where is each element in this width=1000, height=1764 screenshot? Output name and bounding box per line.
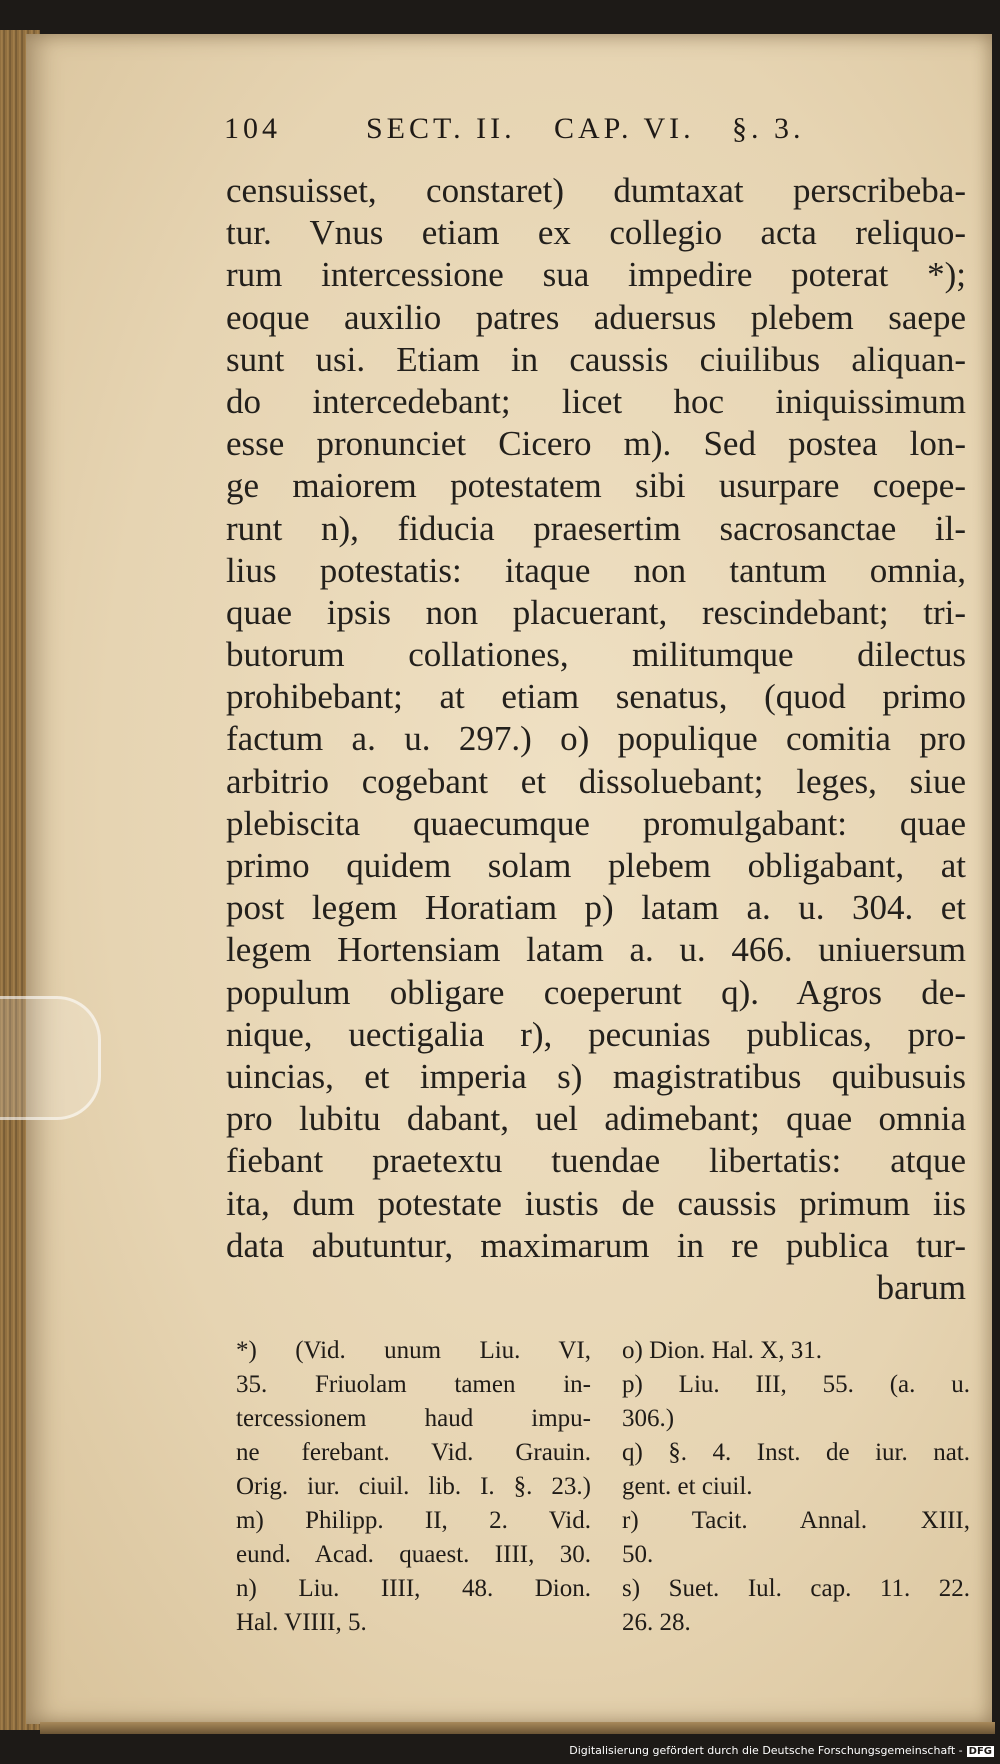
footnote-line: 50. <box>622 1541 654 1568</box>
running-header <box>224 112 964 152</box>
footnote-line: m) Philipp. II, 2. Vid. <box>236 1507 591 1534</box>
digitization-credit <box>569 1744 994 1757</box>
page-clip <box>0 996 101 1120</box>
footnotes-right-column <box>622 1334 970 1640</box>
text-line: lius potestatis: itaque non tantum omnia, <box>226 550 966 590</box>
footnote-line: tercessionem haud impu- <box>236 1405 591 1432</box>
text-line: factum a. u. 297.) o) populique comitia pro <box>226 719 966 759</box>
text-line: rum intercessione sua impedire poterat *); <box>226 255 966 295</box>
text-line: esse pronunciet Cicero m). Sed postea lon- <box>226 424 966 464</box>
catchword: barum <box>876 1267 966 1307</box>
main-text <box>226 170 966 1309</box>
text-line: arbitrio cogebant et dissoluebant; leges, siue <box>226 761 966 801</box>
footnote-line: 306.) <box>622 1405 675 1432</box>
text-line: eoque auxilio patres aduersus plebem saepe <box>226 297 966 337</box>
text-line: censuisset, constaret) dumtaxat perscribeba- <box>226 171 966 210</box>
text-line: uincias, et imperia s) magistratibus quibusuis <box>226 1056 966 1096</box>
text-line: post legem Horatiam p) latam a. u. 304. et <box>226 888 966 928</box>
footnote-line: o) Dion. Hal. X, 31. <box>622 1337 822 1364</box>
header-chapter: CAP. VI. <box>554 112 695 145</box>
text-line: ita, dum potestate iustis de caussis primum iis <box>226 1183 966 1223</box>
book-bottom-edge <box>40 1722 995 1734</box>
footnote-line: gent. et ciuil. <box>622 1473 753 1500</box>
text-line: primo quidem solam plebem obligabant, at <box>226 846 966 885</box>
footnote-line: eund. Acad. quaest. IIII, 30. <box>236 1541 591 1568</box>
header-paragraph: §. 3. <box>732 112 805 145</box>
footnote-line: *) (Vid. unum Liu. VI, <box>236 1337 591 1364</box>
footnote-line: 35. Friuolam tamen in- <box>236 1371 591 1398</box>
text-line: populum obligare coeperunt q). Agros de- <box>226 972 966 1012</box>
footnote-line: s) Suet. Iul. cap. 11. 22. <box>622 1575 970 1602</box>
text-line: fiebant praetextu tuendae libertatis: atque <box>226 1141 966 1181</box>
dfg-logo: DFG <box>968 1746 992 1757</box>
text-line: pro lubitu dabant, uel adimebant; quae omnia <box>226 1099 966 1139</box>
text-line: runt n), fiducia praesertim sacrosanctae il- <box>226 508 966 548</box>
footnote-line: ne ferebant. Vid. Grauin. <box>236 1439 591 1466</box>
footnote-line: p) Liu. III, 55. (a. u. <box>622 1371 970 1398</box>
footnote-line: 26. 28. <box>622 1609 691 1636</box>
footnotes-left-column <box>236 1334 591 1640</box>
credit-text: Digitalisierung gefördert durch die Deutsche Forschungsgemeinschaft - <box>569 1744 963 1757</box>
text-line: quae ipsis non placuerant, rescindebant; tri- <box>226 592 966 632</box>
footnote-line: n) Liu. IIII, 48. Dion. <box>236 1575 591 1602</box>
text-line: data abutuntur, maximarum in re publica tur- <box>226 1225 966 1265</box>
header-section: SECT. II. <box>366 112 516 145</box>
text-line: tur. Vnus etiam ex collegio acta reliquo- <box>226 213 966 253</box>
text-line: sunt usi. Etiam in caussis ciuilibus aliquan- <box>226 339 966 379</box>
page-number: 104 <box>224 112 281 145</box>
text-line: do intercedebant; licet hoc iniquissimum <box>226 381 966 421</box>
text-line: prohibebant; at etiam senatus, (quod primo <box>226 677 966 717</box>
footnote-line: q) §. 4. Inst. de iur. nat. <box>622 1439 970 1466</box>
text-line: nique, uectigalia r), pecunias publicas, pro- <box>226 1014 966 1054</box>
text-line: butorum collationes, militumque dilectus <box>226 635 966 675</box>
footnote-line: r) Tacit. Annal. XIII, <box>622 1507 970 1534</box>
text-line: legem Hortensiam latam a. u. 466. uniuersum <box>226 930 966 970</box>
text-line: plebiscita quaecumque promulgabant: quae <box>226 803 966 843</box>
footnote-line: Hal. VIIII, 5. <box>236 1609 367 1636</box>
footnote-line: Orig. iur. ciuil. lib. I. §. 23.) <box>236 1473 591 1500</box>
text-line: ge maiorem potestatem sibi usurpare coepe- <box>226 466 966 506</box>
